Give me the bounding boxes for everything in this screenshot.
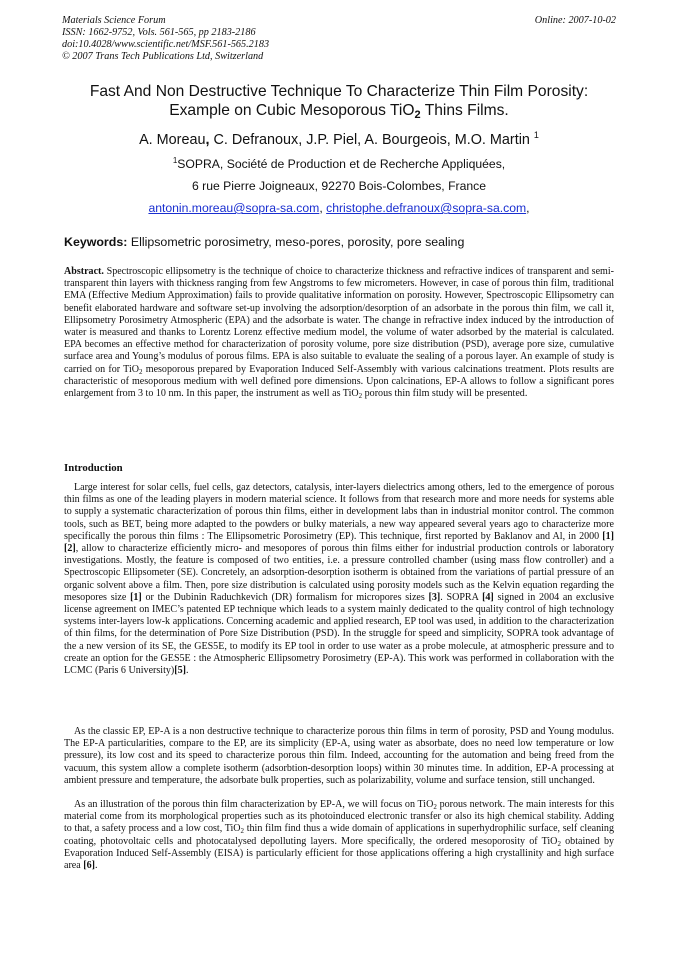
journal-issn: ISSN: 1662-9752, Vols. 561-565, pp 2183-2186 [62,27,256,38]
keywords-text: Ellipsometric porosimetry, meso-pores, porosity, pore sealing [130,235,465,249]
citation-ref: [4] [482,591,494,603]
intro-paragraph-2: As the classic EP, EP-A is a non destructive technique to characterize porous thin films in term of porosity, PSD and Young modulus. The EP-A particularities, compare to the EP, are its simplicity (EP-A, using water as absorbate, does no need low temperature or low pressure), its low cost and its speed to characterize porous thin film. Indeed, accounting for the automation and being freed from the vacuum, this system allow a complete isotherm (adsorbtion-desorption loops) within 30 minutes time. In addition, EP-A processing at ambient pressure and temperature, the adsorbate bulk properties, such as polarizability, volume and surface tension, still unchanged. [64,726,614,786]
paper-title [40,82,638,120]
author-others: C. Defranoux, J.P. Piel, A. Bourgeois, M.O. Martin [213,132,530,148]
keywords [64,235,464,250]
affiliation-line-2: 6 rue Pierre Joigneaux, 92270 Bois-Colombes, France [191,179,486,193]
keywords-label: Keywords: [64,235,128,249]
journal-name: Materials Science Forum [62,15,166,26]
journal-doi: doi:10.4028/www.scientific.net/MSF.561-565.2183 [62,39,270,50]
citation-ref: [5] [174,665,186,677]
journal-header [62,15,269,63]
citation-ref: [1] [130,591,142,603]
intro-paragraph-3: As an illustration of the porous thin film characterization by EP-A, we will focus on TiO$_2$ porous network. The main interests for this material come from its morphological properties such as its photoinduced electronic transfer or also its high chemical stability. Adding to that, a safety process and a low cost, TiO$_2$ thin film find thus a wide domain of applications in superhydrophilic surface, self cleaning coating, photovoltaic cells and photocatalysed depolluting layers. More specifically, the ordered mesoporosity of TiO$_2$ obtained by Evaporation Induced Self-Assembly (EISA) is particularly efficient for those applications offering a high crystallinity and high surface area [6]. [64,799,614,872]
abstract: Abstract. Spectroscopic ellipsometry is the technique of choice to characterize thickness and refractive indices of transparent and semi-transparent thin layers with thickness ranging from few Angstroms to few micrometers. However, in case of porous thin film, traditional EMA (Effective Medium Approximation) fails to provide qualitative information on porosity. However, Spectroscopic Ellipsometry can benefit elaborated hardware and software set-up involving the adsorption/desorption of an adsorbate in the porous thin film, we call it, Ellipsometry Porosimetry Atmospheric (EPA) and the adsorbate is water. The change in refractive index induced by the introduction of water is measured and thanks to Lorentz Lorenz effective medium model, the volume of water adsorbed by the material is calculated. EPA becomes an effective method for characterization of porosity volume, pore size distribution (PSD), average pore size, cumulative surface area and Young’s modulus of porous films. EPA is also suitable to evaluate the sealing of a porous layer. An example of study is carried on for TiO$_2$ mesoporous prepared by Evaporation Induced Self-Assembly with various calcinations treatment. Plots results are characteristic of mesoporous medium with well defined pore dimensions. Upon calcinations, EP-A allows to follow a significant pores enlargement from 3 to 10 nm. In this paper, the instrument as well as TiO$_2$ porous thin film study will be presented. [64,266,614,401]
intro-paragraph-1: Large interest for solar cells, fuel cells, gaz detectors, catalysis, inter-layers dielectrics among others, led to the emergence of porous thin films as one of the leading players in modern material science. It follows from that research more and more needs for systems able to supply a systematic characterization of porous thin films, either in development labs than in industrial monitor control. The common tools, such as BET, being more adapted to the powders or bulky materials, a new way appeared several years ago to characterize more specifically the porous thin films : The Ellipsometric Porosimetry (EP). This technique, first reported by Baklanov and Al, in 2000 [1][2], allow to characterize efficiently micro- and mesopores of porous thin films either for industrial production controls or laboratory investigations. Mostly, the feature is composed of two entities, i.e. a pressure controlled chamber (using mass flow controller) and a Spectroscopic Ellipsometer (SE). Concretely, an adsorption-desorption isotherm is obtained from the variations of partial pressure of an organic solvent above a film. Then, pore size distribution is calculated using porosity models such as the Kelvin equation regarding the mesopores size [1] or the Dubinin Raduchkevich (DR) formalism for micropores sizes [3]. SOPRA [4] signed in 2004 an exclusive license agreement on IMEC’s patented EP technique which leads to a system mainly dedicated to the quality control of high technology systems inter-layers low-k applications. Concerning academic and applied research, EP tool was used, in addition to the characterization of thin films, for the determination of Pore Size Distribution (PSD). In the struggle for speed and simplicity, SOPRA took advantage of the a new version of its SE, the GES5E, to modify its EP tool in order to use water as a probe molecule, at atmospheric pressure and to create an option for the GES5E : the Atmospheric Ellipsometry Porosimetry (EP-A). This work was performed in collaboration with the LCMC (Paris 6 University)[5]. [64,482,614,677]
author-affil-mark: 1 [533,130,539,140]
email-link-moreau[interactable]: antonin.moreau@sopra-sa.com [148,201,320,215]
abstract-label: Abstract. [64,266,104,277]
title-line-2: Example on Cubic Mesoporous TiO$_2$ Thins Films. [169,102,509,121]
email-link-defranoux[interactable]: christophe.defranoux@sopra-sa.com [326,201,527,215]
author-list: A. Moreau, C. Defranoux, J.P. Piel, A. Bourgeois, M.O. Martin $^1$ [139,130,539,148]
citation-ref: [6] [83,860,95,872]
section-heading-introduction: Introduction [64,462,123,474]
citation-ref: [1][2] [64,530,614,555]
author-first: A. Moreau [139,132,206,148]
journal-copyright: © 2007 Trans Tech Publications Ltd, Switzerland [62,51,264,62]
author-emails: antonin.moreau@sopra-sa.com, christophe.defranoux@sopra-sa.com, [148,201,530,215]
title-line-1: Fast And Non Destructive Technique To Characterize Thin Film Porosity: [89,83,589,100]
online-date: Online: 2007-10-02 [534,15,616,26]
affiliation-line-1: $^1$SOPRA, Société de Production et de Recherche Appliquées, [172,156,506,171]
citation-ref: [3] [428,591,441,603]
